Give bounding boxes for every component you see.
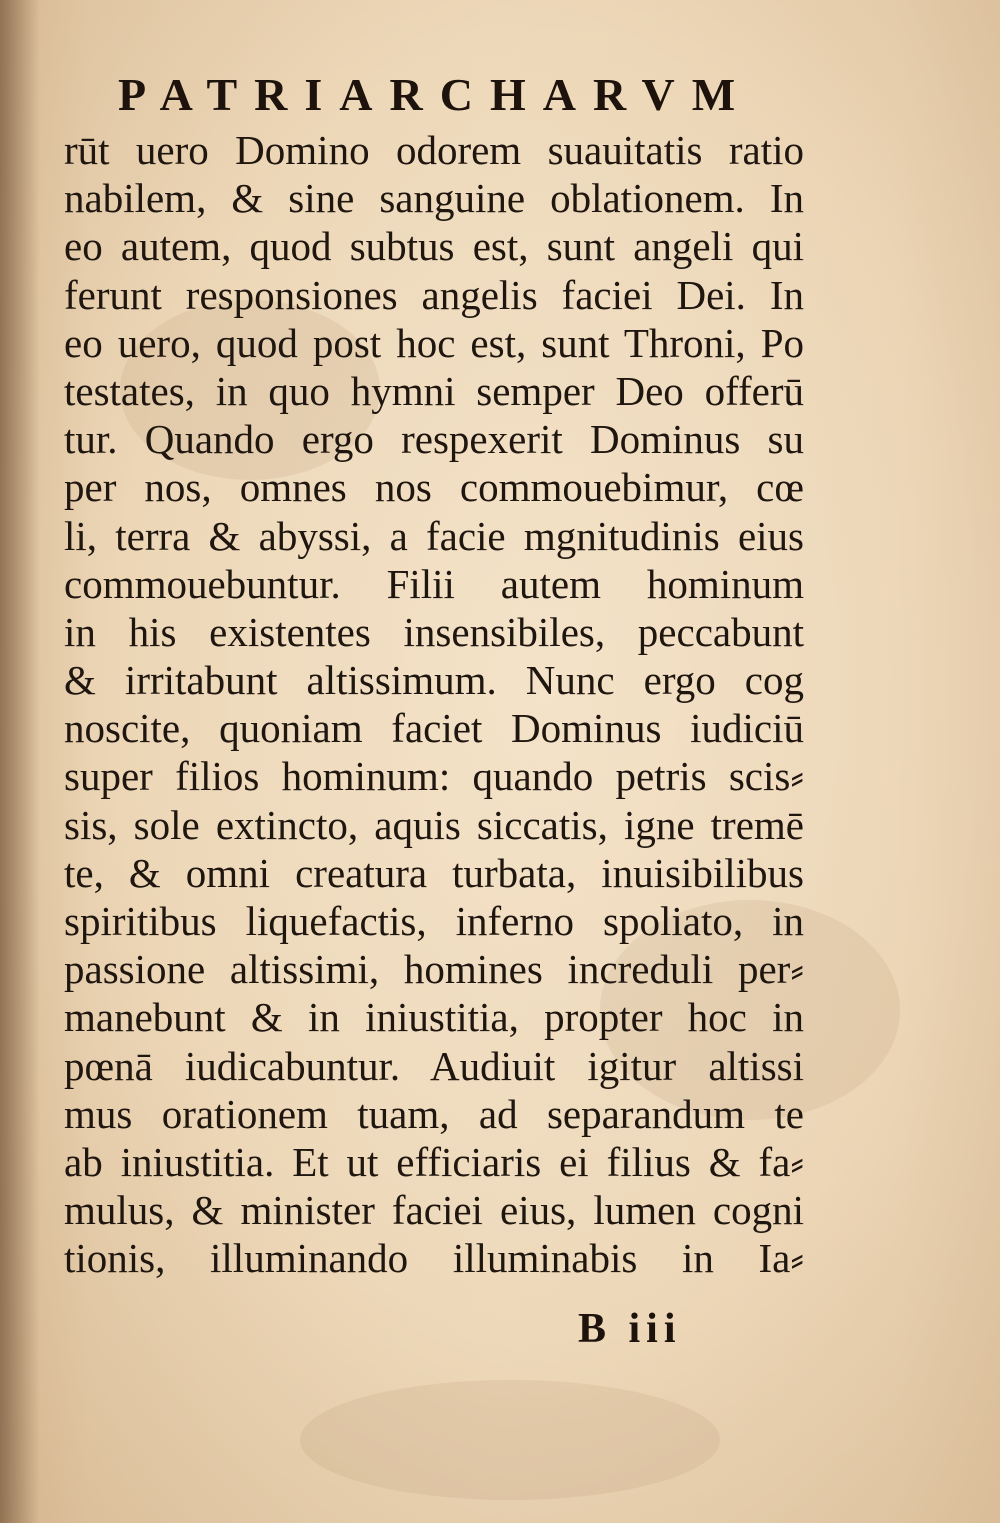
running-title: PATRIARCHARVM [118,69,753,120]
paper-stain [300,1380,720,1500]
text-line: tionis, illuminando illuminabis in Ia⸗ [64,1235,804,1282]
text-line: rūt uero Domino odorem suauitatis ratio [64,127,804,173]
gutter-shadow [0,0,40,1523]
text-line: tur. Quando ergo respexerit Dominus su [64,416,804,463]
text-line: noscite, quoniam faciet Dominus iudiciū [64,705,804,752]
text-line: pœnā iudicabuntur. Audiuit igitur altissi [64,1042,804,1089]
text-line: manebunt & in iniustitia, propter hoc in [64,994,804,1041]
text-line: mulus, & minister faciei eius, lumen cogni [64,1187,804,1234]
text-line: eo autem, quod subtus est, sunt angeli qui [64,223,804,270]
text-line: ab iniustitia. Et ut efficiaris ei filius & fa⸗ [64,1138,804,1185]
text-line: per nos, omnes nos commouebimur, cœ [64,464,804,511]
text-line: super filios hominum: quando petris scis⸗ [64,753,804,800]
text-line: te, & omni creatura turbata, inuisibilibus [64,849,804,896]
text-line: & irritabunt altissimum. Nunc ergo cog [64,657,804,704]
text-line: mus orationem tuam, ad separandum te [64,1090,804,1137]
text-line: passione altissimi, homines increduli per⸗ [64,946,804,993]
text-line: in his existentes insensibiles, peccabunt [64,608,804,655]
text-line: nabilem, & sine sanguine oblationem. In [64,175,804,222]
text-line: spiritibus liquefactis, inferno spoliato, in [64,898,804,944]
text-line: sis, sole extincto, aquis siccatis, igne tremē [64,801,804,848]
text-line: eo uero, quod post hoc est, sunt Throni, Po [64,319,804,366]
text-line: testates, in quo hymni semper Deo offerū [64,367,804,414]
text-line: ferunt responsiones angelis faciei Dei. In [64,271,804,318]
signature-mark: B iii [578,1306,682,1352]
text-line: li, terra & abyssi, a facie mgnitudinis eius [64,512,804,559]
text-line: commouebuntur. Filii autem hominum [64,560,804,607]
main-text [64,126,804,1283]
